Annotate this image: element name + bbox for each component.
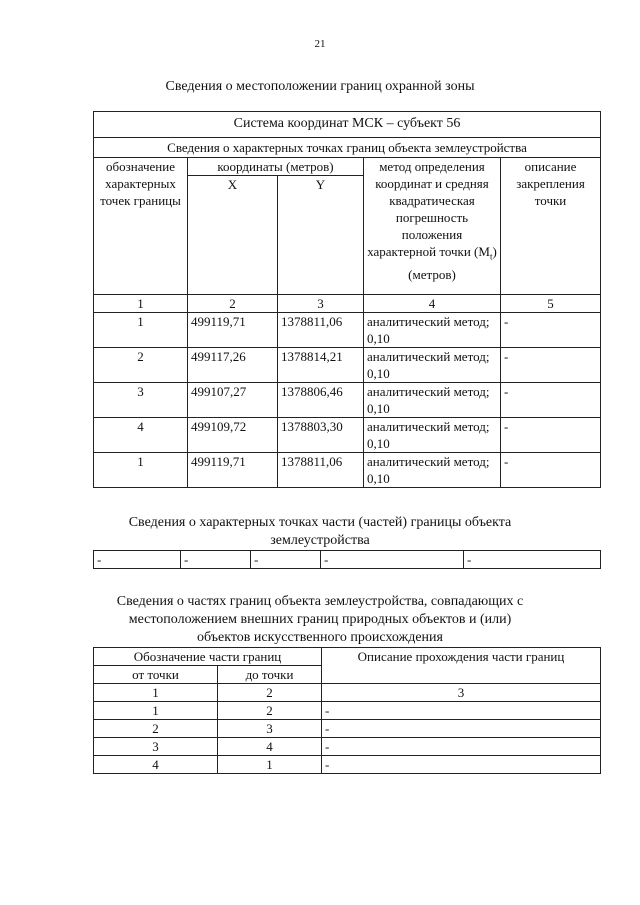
point-description: - [501, 383, 601, 418]
y-value: 1378814,21 [278, 348, 364, 383]
header-to-point: до точки [218, 666, 322, 684]
point-number: 4 [94, 418, 188, 453]
table-row [94, 313, 601, 348]
coordinates-table [93, 111, 601, 488]
table-row [94, 720, 601, 738]
part-point-cell: - [321, 551, 464, 569]
header-method-text: метод определения координат и средняя квадратическая погрешность положения характерной точки (M [367, 159, 490, 259]
y-value: 1378811,06 [278, 313, 364, 348]
table-row [94, 702, 601, 720]
table-row [94, 418, 601, 453]
header-method [364, 158, 501, 295]
header-method-subscript: t [489, 251, 493, 262]
table-row [94, 383, 601, 418]
from-point: 3 [94, 738, 218, 756]
point-description: - [501, 418, 601, 453]
x-value: 499117,26 [188, 348, 278, 383]
method-value: аналитический метод; 0,10 [364, 313, 501, 348]
point-number: 2 [94, 348, 188, 383]
header-method-unit: ) (метров) [408, 244, 497, 282]
y-value: 1378806,46 [278, 383, 364, 418]
to-point: 4 [218, 738, 322, 756]
from-point: 1 [94, 702, 218, 720]
table-row [94, 551, 601, 569]
column-number: 1 [94, 295, 188, 313]
y-value: 1378803,30 [278, 418, 364, 453]
section2-title: Сведения о характерных точках части (частей) границы объекта землеустройства [128, 515, 512, 548]
part-point-cell: - [464, 551, 601, 569]
boundary-parts-table [93, 647, 601, 774]
to-point: 2 [218, 702, 322, 720]
column-number: 3 [278, 295, 364, 313]
column-number: 1 [94, 684, 218, 702]
header-description: описание закрепления точки [501, 158, 601, 295]
part-point-cell: - [181, 551, 251, 569]
part-points-table [93, 550, 601, 569]
point-description: - [501, 313, 601, 348]
part-description: - [322, 738, 601, 756]
header-part-designation: Обозначение части границ [94, 648, 322, 666]
header-y: Y [278, 176, 364, 295]
method-value: аналитический метод; 0,10 [364, 453, 501, 488]
x-value: 499119,71 [188, 453, 278, 488]
column-number: 2 [218, 684, 322, 702]
part-point-cell: - [251, 551, 321, 569]
table-row [94, 453, 601, 488]
to-point: 1 [218, 756, 322, 774]
page-number: 21 [314, 38, 326, 50]
header-coordinates: координаты (метров) [188, 158, 364, 176]
point-number: 1 [94, 313, 188, 348]
from-point: 4 [94, 756, 218, 774]
column-number: 3 [322, 684, 601, 702]
method-value: аналитический метод; 0,10 [364, 418, 501, 453]
column-number: 4 [364, 295, 501, 313]
header-point-designation: обозначение характерных точек границы [94, 158, 188, 295]
to-point: 3 [218, 720, 322, 738]
table-row [94, 756, 601, 774]
coord-system-header: Система координат МСК – субъект 56 [94, 112, 601, 138]
part-description: - [322, 756, 601, 774]
point-description: - [501, 453, 601, 488]
x-value: 499107,27 [188, 383, 278, 418]
x-value: 499109,72 [188, 418, 278, 453]
header-part-description: Описание прохождения части границ [322, 648, 601, 684]
points-subtitle: Сведения о характерных точках границ объекта землеустройства [94, 138, 601, 158]
x-value: 499119,71 [188, 313, 278, 348]
method-value: аналитический метод; 0,10 [364, 348, 501, 383]
part-point-cell: - [94, 551, 181, 569]
part-description: - [322, 702, 601, 720]
from-point: 2 [94, 720, 218, 738]
y-value: 1378811,06 [278, 453, 364, 488]
section3-title: Сведения о частях границ объекта землеустройства, совпадающих с местоположением внешних границ природных объектов и (или) объектов искусственного происхождения [116, 594, 524, 645]
header-from-point: от точки [94, 666, 218, 684]
point-description: - [501, 348, 601, 383]
part-description: - [322, 720, 601, 738]
column-number: 2 [188, 295, 278, 313]
point-number: 3 [94, 383, 188, 418]
header-x: X [188, 176, 278, 295]
method-value: аналитический метод; 0,10 [364, 383, 501, 418]
table-row [94, 348, 601, 383]
point-number: 1 [94, 453, 188, 488]
section1-title: Сведения о местоположении границ охранной зоны [165, 79, 475, 94]
table-row [94, 738, 601, 756]
column-number: 5 [501, 295, 601, 313]
